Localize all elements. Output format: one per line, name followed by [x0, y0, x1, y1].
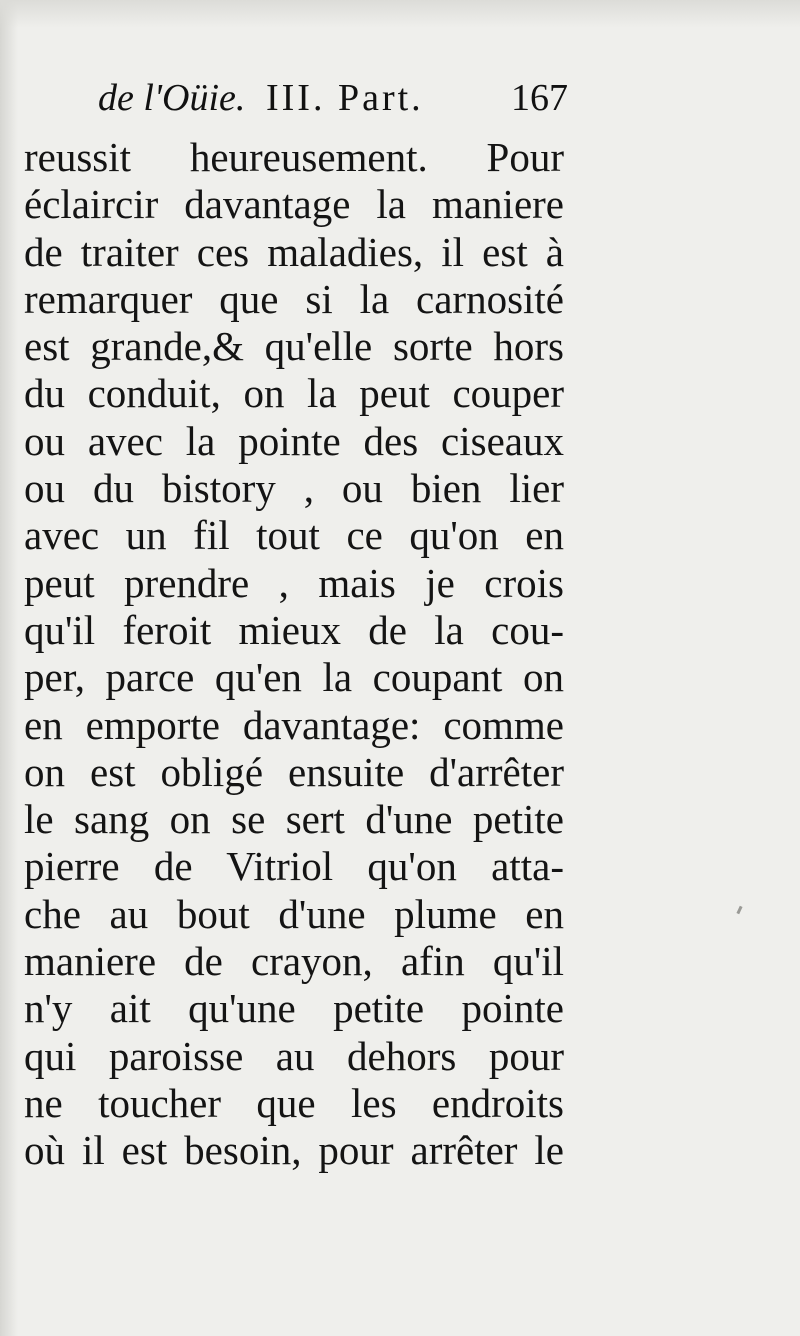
text-line: maniere de crayon, afin qu'il	[24, 938, 564, 985]
page-number: 167	[511, 77, 568, 119]
text-line: remarquer que si la carnosité	[24, 275, 564, 322]
text-line: ou avec la pointe des ciseaux	[24, 417, 564, 464]
text-line: ne toucher que les endroits	[24, 1079, 564, 1126]
text-line: avec un fil tout ce qu'on en	[24, 512, 564, 559]
text-line: qui paroisse au dehors pour	[24, 1032, 564, 1079]
text-line: est grande,& qu'elle sorte hors	[24, 323, 564, 370]
text-line: pierre de Vitriol qu'on atta-	[24, 843, 564, 890]
text-line: reussit heureusement. Pour	[24, 134, 564, 180]
text-line: en emporte davantage: comme	[24, 701, 564, 748]
text-line: où il est besoin, pour arrêter le	[24, 1127, 564, 1174]
text-line: per, parce qu'en la coupant on	[24, 654, 564, 701]
page-gutter-shadow	[0, 0, 18, 1336]
text-line: du conduit, on la peut couper	[24, 370, 564, 417]
text-line: qu'il feroit mieux de la cou-	[24, 606, 564, 653]
text-line: peut prendre , mais je crois	[24, 559, 564, 606]
body-text	[24, 134, 564, 1175]
text-line: le sang on se sert d'une petite	[24, 796, 564, 843]
running-head-title: de l'Oüie.	[98, 77, 246, 119]
show-through-mark	[40, 1148, 240, 1188]
text-line: che au bout d'une plume en	[24, 890, 564, 937]
text-line: de traiter ces maladies, il est à	[24, 228, 564, 275]
text-line: n'y ait qu'une petite pointe	[24, 985, 564, 1032]
ink-speck	[736, 906, 742, 915]
text-line: on est obligé ensuite d'arrêter	[24, 748, 564, 795]
text-line: ou du bistory , ou bien lier	[24, 465, 564, 512]
page-top-shadow	[0, 0, 800, 28]
running-head-part: III. Part.	[266, 77, 424, 119]
running-head	[98, 76, 568, 126]
show-through-marginal-note	[615, 345, 765, 506]
text-line: éclaircir davantage la maniere	[24, 181, 564, 228]
